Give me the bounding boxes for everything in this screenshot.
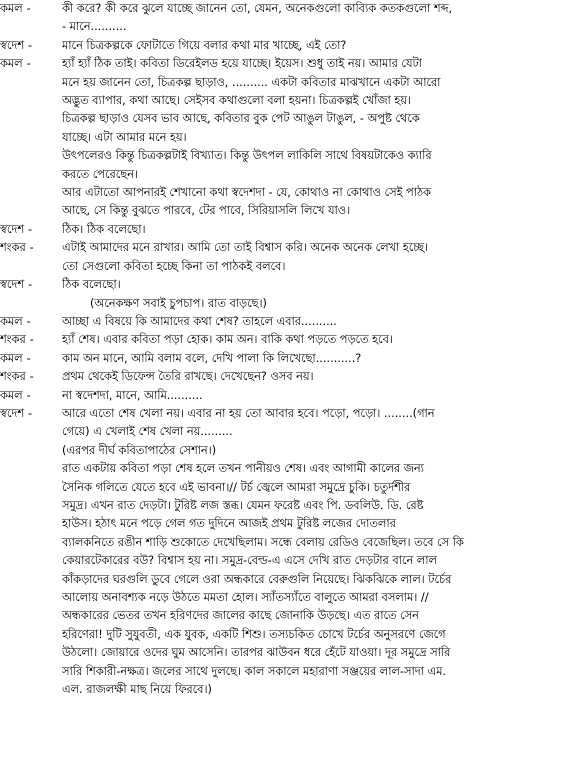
- dialogue-entry: [0, 368, 563, 386]
- dialogue-text: আচ্ছা এ বিষয়ে কি আমাদের কথা শেষ? তাহলে এবার..........: [62, 314, 337, 328]
- speaker-name: স্বদেশ -: [0, 406, 33, 420]
- dialogue-text: কাম অন মানে, আমি বলাম বলে, দেখি পালা কি লিখেছো...........?: [62, 351, 362, 365]
- dialogue-entry: [0, 350, 563, 368]
- speaker-name: স্বদেশ -: [0, 222, 33, 236]
- speaker-name: স্বদেশ -: [0, 38, 33, 52]
- speaker-name: কমল -: [0, 314, 31, 328]
- dialogue-text: আরে এতো শেষ খেলা নয়। এবার না হয় তো আবার হবে। পড়ো, পড়ো। ........(গান গেয়ে) এ খেলাই শেষ খেলা নয়......... (এরপর দীর্ঘ কবিতাপাঠের সেশান।): [62, 406, 435, 457]
- dialogue-text: হ্যাঁ হ্যাঁ ঠিক তাই। কবিতা ডিরেইলড হয়ে যাচ্ছে। ইয়েস। শুধু তাই নয়। আমার যেটা মনে হয় জানেন তো, চিত্রকল্প ছাড়াও, .......... একটা কবিতার মাঝখানে একটা আরো অদ্ভুত ব্যাপার, কথা আছে। সেইসব কথাগুলো বলা হয়না। চিত্রকল্পই খোঁজা হয়। চিত্রকল্প ছাড়াও যেসব ভাব আছে, কবিতার বুক পেট আঙুল টাঙুল, - অপুষ্ট থেকে যাচ্ছে। এটা আমার মনে হয়। উৎপলেরও কিন্তু চিত্রকল্পটাই বিখ্যাত। কিন্তু উৎপল লাকিলি সাথে বিষয়টাকেও ক্যারি করতে পেরেছেন। আর এটাতো আপনারই শেখানো কথা স্বদেশদা - যে, কোথাও না কোথাও সেই পাঠক আছে, সে কিন্তু বুঝতে পারবে, টের পাবে, সিরিয়াসলি লিখে যাও।: [62, 57, 441, 218]
- speaker-name: শংকর -: [0, 241, 34, 255]
- dialogue-text: ঠিক বলেছো।: [62, 278, 121, 292]
- dialogue-text: মানে চিত্রকল্পকে ফোটাতে গিয়ে বলার কথা মার খাচ্ছে, এই তো?: [62, 38, 347, 52]
- speaker-name: শংকর -: [0, 370, 34, 384]
- dialogue-text: না স্বদেশদা, মানে, আমি..........: [62, 388, 203, 402]
- dialogue-text: ঠিক। ঠিক বলেছো।: [62, 222, 146, 236]
- dialogue-entry: [0, 239, 563, 276]
- dialogue-text: প্রথম থেকেই ডিফেন্স তৈরি রাখছে। দেখেছেন? ওসব নয়।: [62, 370, 314, 384]
- speaker-name: কমল -: [0, 351, 31, 365]
- speaker-name: কমল -: [0, 2, 31, 15]
- dialogue-entry: [0, 313, 563, 331]
- dialogue-text: হ্যাঁ শেষ। এবার কবিতা পড়া হোক। কাম অন। বাকি কথা পড়তে পড়তে হবে।: [62, 333, 393, 347]
- stage-direction: (অনেকক্ষণ সবাই চুপচাপ। রাত বাড়ছে।): [90, 296, 267, 310]
- dialogue-text: কী করে? কী করে ঝুলে যাচ্ছে জানেন তো, যেমন, অনেকগুলো কাব্যিক কতকগুলো শব্দ, - মানে..........: [62, 2, 453, 34]
- dialogue-entry: [0, 221, 563, 239]
- dialogue-entry: [0, 276, 563, 294]
- dialogue-text: এটাই আমাদের মনে রাখার। আমি তো তাই বিশ্বাস করি। অনেক অনেক লেখা হচ্ছে। তো সেগুলো কবিতা হচ্ছে কিনা তা পাঠকই বলবে।: [62, 241, 428, 273]
- speaker-name: কমল -: [0, 57, 31, 71]
- speaker-name: কমল -: [0, 388, 31, 402]
- dialogue-entry: [0, 55, 563, 221]
- dialogue-entry: [0, 37, 563, 55]
- speaker-name: স্বদেশ -: [0, 278, 33, 292]
- speaker-name: শংকর -: [0, 333, 34, 347]
- dialogue-entry: [0, 405, 563, 460]
- dialogue-entry: [0, 0, 563, 37]
- narration-paragraph: রাত একটায় কবিতা পড়া শেষ হলে তখন পানীয়ও শেষ। এবং আগামী কালের জন্য সৈনিক গলিতে যেতে হবে এই ভাবনা।// টর্চ জ্বেলে আমরা সমুদ্রে চুকি। চতুর্দশীর সমুদ্র। এখন রাত দেড়টা। টুরিষ্ট লজ স্তব্ধ। যেমন ফরেষ্ট এবং পি. ডবলিউ. ডি. রেষ্ট হাউস। হঠাৎ মনে পড়ে গেল গত দুদিনে আজই প্রথম টুরিষ্ট লজের দোতলার ব্যালকনিতে রঙীন শাড়ি শুকোতে দেখেছিলাম। সন্ধে বেলায় রেডিও বেজেছিল। তবে সে কি কেয়ারটেকারের বউ? বিশ্বাস হয় না। সমুদ্র-বেল্ড-এ এসে দেখি রাত দেড়টার বানে লাল কাঁকড়াদের ঘরগুলি ডুবে গেলে ওরা অন্ধকারে বেরুগুলি নিয়েছে। ঝিকঝিকে লাল। টর্চের আলোয় অনাবশ্যক নড়ে উঠতে মমতা হোল। স্যাঁতস্যাঁতে বালুতে আমরা বসলাম। // অন্ধকারের ভেতর তখন হরিণদের জালের কাছে জোনাকি উড়ছে। এত রাতে সেন হরিণেরা! দুটি সুযুবতী, এক যুবক, একটি শিশু। তস্যচকিত চোখে টর্চের অনুসরণে জেগে উঠলো। জোয়ারে ওদের ঘুম আসেনি। তারপর ঝাউবন ধরে হেঁটে যাওয়া। দূর সমুদ্রে সারি সারি শিকারী-নক্ষত্র। জলের সাথে দুলছে। কাল সকালে মহারাণা সঞ্জয়ের লাল-সাদা এম. এল. রাজলক্ষী মাছ নিয়ে ফিরবে।): [62, 462, 464, 697]
- dialogue-entry: [0, 331, 563, 349]
- dialogue-entry: [0, 387, 563, 405]
